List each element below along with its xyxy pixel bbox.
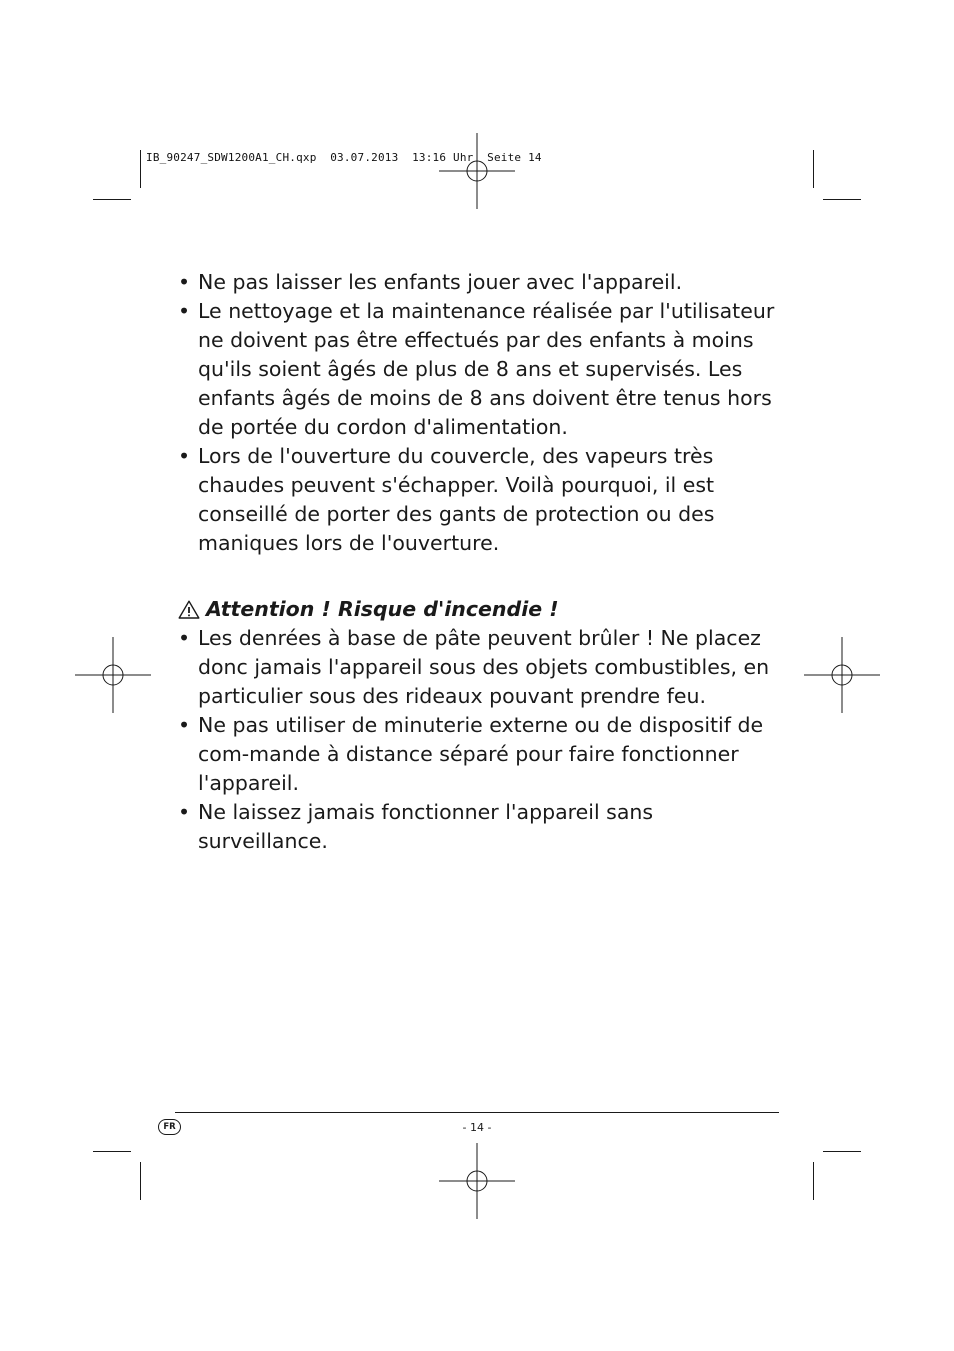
registration-mark-top — [439, 133, 515, 209]
list-item — [178, 268, 788, 297]
list-item-text: Ne pas utiliser de minuterie externe ou de dispositif de com-mande à distance séparé pour faire fonctionner l'appareil. — [198, 713, 764, 795]
bullet: • — [178, 270, 191, 294]
page-number: - 14 - — [462, 1121, 492, 1134]
crop-mark — [823, 199, 861, 200]
bullet: • — [178, 626, 191, 650]
crop-mark — [93, 1151, 131, 1152]
crop-mark — [813, 1162, 814, 1200]
warning-triangle-icon — [178, 600, 200, 619]
crop-mark — [93, 199, 131, 200]
list-item-text: Ne pas laisser les enfants jouer avec l'appareil. — [198, 270, 683, 294]
warning-heading-text: Attention ! Risque d'incendie ! — [206, 597, 559, 621]
bullet: • — [178, 299, 191, 323]
list-item — [178, 711, 788, 798]
registration-mark-left — [75, 637, 151, 713]
bullet: • — [178, 444, 191, 468]
crop-mark — [813, 150, 814, 188]
print-slug: IB_90247_SDW1200A1_CH.qxp 03.07.2013 13:16 Uhr Seite 14 — [146, 151, 542, 164]
list-item-text: Ne laissez jamais fonctionner l'appareil sans surveillance. — [198, 800, 654, 853]
fire-risk-list — [178, 624, 788, 856]
crop-mark — [823, 1151, 861, 1152]
registration-mark-right — [804, 637, 880, 713]
list-item — [178, 624, 788, 711]
list-item — [178, 442, 788, 558]
list-item-text: Les denrées à base de pâte peuvent brûler ! Ne placez donc jamais l'appareil sous des objets combustibles, en particulier sous des rideaux pouvant prendre feu. — [198, 626, 770, 708]
crop-mark — [140, 1162, 141, 1200]
list-item-text: Le nettoyage et la maintenance réalisée par l'utilisateur ne doivent pas être effectués par des enfants à moins qu'ils soient âgés de plus de 8 ans et supervisés. Les enfants âgés de moins de 8 ans doivent être tenus hors de portée du cordon d'alimentation. — [198, 299, 775, 439]
warning-heading — [178, 595, 788, 624]
footer-rule — [175, 1112, 779, 1113]
bullet: • — [178, 800, 191, 824]
list-item — [178, 297, 788, 442]
language-badge: FR — [158, 1119, 181, 1135]
safety-list — [178, 268, 788, 558]
bullet: • — [178, 713, 191, 737]
registration-mark-bottom — [439, 1143, 515, 1219]
crop-mark — [140, 150, 141, 188]
list-item-text: Lors de l'ouverture du couvercle, des vapeurs très chaudes peuvent s'échapper. Voilà pourquoi, il est conseillé de porter des gants de protection ou des maniques lors de l'ouverture. — [198, 444, 715, 555]
list-item — [178, 798, 788, 856]
page-content — [178, 268, 788, 856]
